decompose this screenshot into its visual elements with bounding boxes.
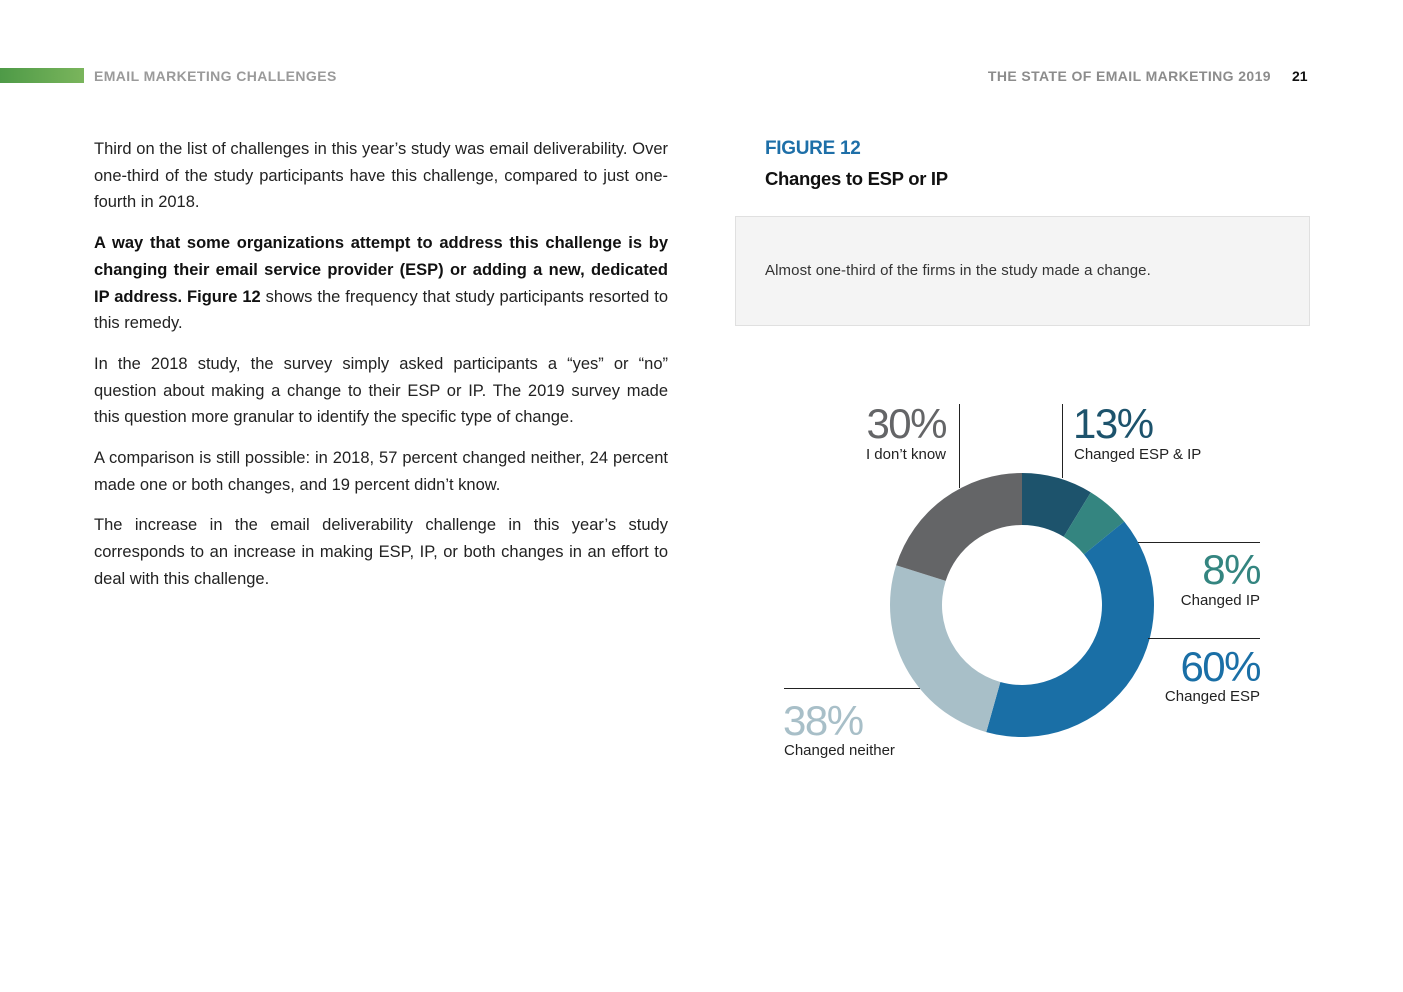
paragraph-4: A comparison is still possible: in 2018, 57 percent changed neither, 24 percent made one or both changes, and 19 percent didn’t know. (94, 449, 668, 494)
paragraph-2-bold: A way that some organizations attempt to address this challenge is by changing their email service provider (ESP) or adding a new, dedicated IP address. Figure 12 (94, 234, 668, 306)
pct-label-esp: 60% (1180, 643, 1260, 690)
name-label-esp-ip: Changed ESP & IP (1074, 446, 1202, 463)
pct-label-ip: 8% (1202, 546, 1260, 593)
paragraph-1: Third on the list of challenges in this year’s study was email deliverability. Over one-third of the study participants have this challenge, compared to just one-fourth in 2018. (94, 140, 668, 212)
pct-label-dont-know: 30% (866, 400, 946, 447)
pct-label-neither: 38% (783, 697, 863, 744)
figure-title: Changes to ESP or IP (765, 168, 948, 189)
donut-slice-changed-neither (890, 565, 1000, 732)
callout-text: Almost one-third of the firms in the study made a change. (765, 262, 1151, 279)
name-label-esp: Changed ESP (1164, 688, 1260, 705)
donut-slices (890, 473, 1154, 737)
paragraph-3: In the 2018 study, the survey simply asked participants a “yes” or “no” question about making a change to their ESP or IP. The 2019 survey made this question more granular to identify the specific type of change. (94, 354, 668, 427)
name-label-dont-know: I don’t know (865, 446, 946, 463)
section-label: EMAIL MARKETING CHALLENGES (94, 68, 337, 84)
name-label-ip: Changed IP (1180, 592, 1260, 609)
pct-label-esp-ip: 13% (1073, 400, 1153, 447)
paragraph-2-rest: shows the frequency that study participants resorted to this remedy. (94, 287, 668, 333)
name-label-neither: Changed neither (784, 742, 895, 759)
donut-slice-changed-esp (986, 521, 1154, 737)
paragraph-5: The increase in the email deliverability challenge in this year’s study corresponds to an increase in making ESP, IP, or both changes in an effort to deal with this challenge. (94, 516, 668, 588)
donut-slice-i-don-t-know (896, 473, 1022, 581)
page-number: 21 (1292, 68, 1308, 84)
figure-label: FIGURE 12 (765, 138, 861, 159)
report-title: THE STATE OF EMAIL MARKETING 2019 (987, 68, 1271, 84)
